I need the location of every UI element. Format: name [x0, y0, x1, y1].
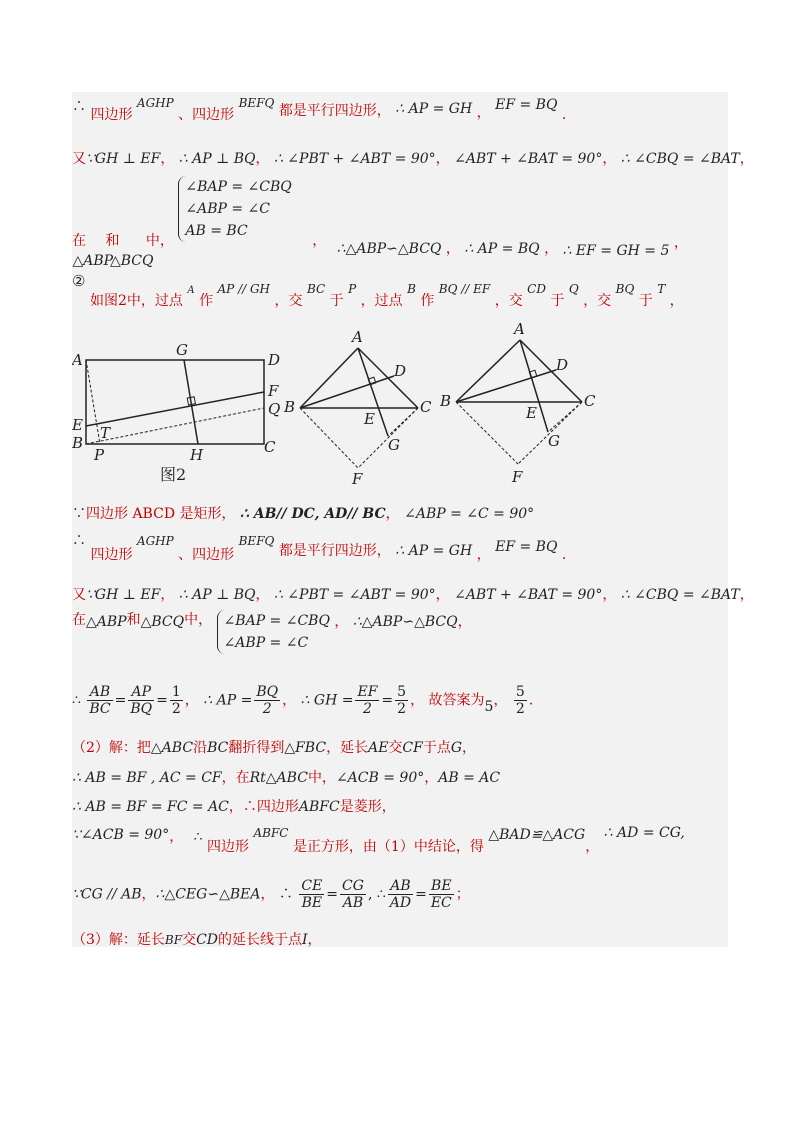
- fraction: [340, 878, 366, 911]
- text: 、四边形: [178, 547, 235, 563]
- punct: ；: [455, 886, 470, 903]
- punct: ，: [255, 151, 270, 167]
- line-2: [72, 148, 754, 168]
- segment-label: CD: [527, 282, 546, 296]
- text: 的延长线于点: [218, 932, 303, 948]
- point-label: Q: [568, 282, 579, 296]
- fraction: [388, 878, 413, 911]
- segment-label: CD: [196, 932, 219, 948]
- numerator: CE: [301, 878, 323, 894]
- triangle-label: △ABP: [86, 614, 127, 630]
- segment-label: BQ: [615, 282, 635, 296]
- punct: ，: [585, 839, 600, 855]
- triangle-label: Rt△ABC: [249, 770, 308, 786]
- punct: ，: [669, 293, 684, 309]
- text: 四边形: [207, 839, 250, 855]
- line-13: [72, 825, 685, 855]
- equation: ∵GH ⊥ EF: [86, 151, 161, 167]
- triangle-label: △BCQ: [140, 614, 185, 630]
- punct: ，: [160, 151, 175, 167]
- line-8: [72, 610, 472, 654]
- system-row: ∠BAP = ∠CBQ: [223, 613, 330, 629]
- quad-label: BEFQ: [238, 534, 275, 548]
- text: 于: [550, 293, 565, 309]
- quad-label: AGHP: [136, 534, 174, 548]
- punct: ，: [673, 235, 688, 251]
- line-12: [72, 796, 396, 816]
- text: , ∴: [367, 886, 386, 903]
- line-9: [72, 684, 533, 717]
- text: 、四边形: [178, 107, 235, 123]
- equation: EF = BQ: [495, 539, 558, 555]
- equation: ∴ ∠CBQ = ∠BAT: [620, 587, 740, 603]
- punct: ，: [602, 151, 617, 167]
- segment-cg: [388, 408, 418, 436]
- denominator: EC: [430, 895, 452, 911]
- punct: ，: [282, 692, 297, 709]
- fraction: [87, 684, 112, 717]
- text: 于点: [422, 740, 451, 756]
- text: 在: [72, 233, 86, 249]
- punct: ，: [739, 587, 754, 603]
- rectangle-figure: [72, 341, 280, 484]
- label-g: G: [176, 341, 188, 359]
- text: 中，: [307, 770, 336, 786]
- segment-ap: [86, 360, 100, 444]
- part-heading: （3）解：延长: [72, 932, 165, 948]
- label-a: A: [514, 320, 525, 338]
- equation: EF = BQ: [495, 97, 558, 113]
- segment-label: BC: [306, 282, 326, 296]
- punct: .: [528, 692, 534, 709]
- therefore-symbol: ∴: [193, 829, 203, 845]
- punct: ，: [445, 241, 460, 257]
- line-1: [72, 96, 567, 123]
- text: 中，: [145, 233, 174, 249]
- equation-system: [217, 610, 330, 654]
- text: 中，: [184, 612, 213, 628]
- equation: ∠ABT + ∠BAT = 90°: [454, 587, 603, 603]
- numerator: AB: [87, 684, 112, 701]
- equation: ∴ AD = CG,: [603, 825, 685, 841]
- equation: ∴ EF = GH = 5: [562, 243, 670, 259]
- text: 翻折得到: [228, 740, 285, 756]
- text: 作: [420, 293, 435, 309]
- label-e: E: [526, 404, 537, 422]
- therefore-symbol: ∴: [72, 692, 81, 709]
- text: 沿: [193, 740, 208, 756]
- segment-label: BF: [164, 933, 183, 947]
- text: ，过点: [360, 293, 403, 309]
- denominator: 2: [171, 701, 181, 717]
- punct: .: [561, 107, 567, 123]
- punct: ，: [141, 886, 156, 903]
- punct: ，: [312, 233, 327, 249]
- label-e: E: [364, 410, 375, 428]
- segment-bd: [456, 370, 556, 402]
- line-14: [72, 878, 470, 911]
- punct: ，: [457, 614, 472, 630]
- denominator: 2: [515, 701, 525, 717]
- label-b: B: [72, 434, 84, 452]
- text: 和: [126, 612, 141, 628]
- point-label: A: [187, 285, 195, 296]
- text: 是菱形，: [339, 799, 396, 815]
- equals-sign: =: [326, 886, 339, 903]
- punct: ，: [424, 770, 439, 786]
- similarity-statement: ∴△ABP∽△BCQ: [336, 241, 442, 257]
- text: 在: [72, 612, 86, 628]
- label-g: G: [548, 432, 560, 450]
- equation: ∴ AB = BF , AC = CF: [72, 770, 222, 786]
- label-b: B: [284, 398, 296, 416]
- punct: ，: [160, 587, 175, 603]
- label-d: D: [556, 356, 569, 374]
- equals-sign: =: [156, 692, 168, 709]
- text: 四边形 ABCD 是矩形，: [86, 506, 236, 522]
- because-symbol: ∵: [72, 506, 86, 522]
- line-3: [72, 176, 722, 269]
- punct: ，: [334, 614, 349, 630]
- text: 于: [329, 293, 344, 309]
- fraction: [395, 684, 408, 717]
- text: ，交: [274, 293, 303, 309]
- text: 是正方形，由（1）中结论，得: [292, 839, 484, 855]
- equals-sign: =: [381, 692, 394, 709]
- triangle-figure-1: [283, 328, 432, 488]
- denominator: BE: [301, 895, 323, 911]
- numerator: AP: [128, 684, 154, 701]
- right-angle-mark: [368, 377, 376, 385]
- numerator: 5: [515, 684, 525, 700]
- segment-bq: [86, 408, 264, 444]
- fraction: [429, 878, 454, 911]
- numerator: AB: [388, 878, 413, 895]
- text: 都是平行四边形，: [278, 103, 391, 119]
- equation: ∴ ∠PBT = ∠ABT = 90°: [273, 587, 436, 603]
- label-c: C: [420, 398, 432, 416]
- equation: ∴ AP =: [203, 692, 253, 709]
- numerator: 1: [171, 684, 181, 700]
- label-h: H: [190, 446, 204, 464]
- punct: ，: [410, 692, 425, 709]
- numerator: BE: [429, 878, 454, 895]
- punct: ，: [435, 151, 450, 167]
- triangle-label: △ABP: [72, 253, 114, 269]
- punct: ，: [385, 506, 400, 522]
- equation: ∵CG // AB: [72, 886, 142, 903]
- part-heading: （2）解：把: [72, 740, 151, 756]
- equation: ∴ AB// DC, AD// BC: [239, 506, 386, 522]
- line-5: [72, 503, 534, 523]
- similarity-statement: ∴△ABP∽△BCQ: [352, 614, 458, 630]
- label-f: F: [268, 382, 279, 400]
- triangle-figure-2: [439, 320, 596, 486]
- right-angle-mark: [529, 370, 537, 378]
- punct: .: [561, 547, 567, 563]
- therefore-symbol: ∴: [278, 886, 293, 903]
- equation: ∴ ∠CBQ = ∠BAT: [620, 151, 740, 167]
- congruence-statement: △BAD≌△ACG: [488, 827, 586, 843]
- geometry-figure: [72, 320, 632, 495]
- punct: ，: [476, 105, 491, 121]
- equation: ∠ABP = ∠C = 90°: [404, 506, 535, 522]
- label-c: C: [264, 438, 276, 456]
- punct: ，: [184, 692, 199, 709]
- text: 四边形: [90, 547, 133, 563]
- denominator: 2: [262, 701, 272, 717]
- segment-cg: [548, 402, 582, 432]
- triangle-label: △FBC: [284, 740, 327, 756]
- system-row: ∠ABP = ∠C: [223, 635, 309, 651]
- equation: ∴ AP = GH: [395, 101, 473, 117]
- text: 交: [182, 932, 197, 948]
- punct: ，: [260, 886, 275, 903]
- equation: ∴ GH =: [300, 692, 354, 709]
- system-row: ∠ABP = ∠C: [185, 201, 270, 217]
- equation: ∴ ∠PBT + ∠ABT = 90°: [273, 151, 436, 167]
- text: ，在: [221, 770, 250, 786]
- system-row: ∠BAP = ∠CBQ: [185, 179, 292, 195]
- text: ，交: [494, 293, 523, 309]
- line-15: [72, 929, 322, 949]
- system-row: AB = BC: [185, 223, 248, 239]
- label-d: D: [394, 362, 407, 380]
- punct: ，: [739, 151, 754, 167]
- segment-ab: [300, 348, 358, 408]
- denominator: 2: [362, 701, 372, 717]
- text: 和: [105, 233, 120, 249]
- label-g: G: [388, 436, 400, 454]
- text: 四边形: [256, 799, 299, 815]
- equation: ∠ACB = 90°: [335, 770, 425, 786]
- equation: AP // GH: [217, 282, 271, 296]
- fraction: [170, 684, 183, 717]
- answer-text: 故答案为: [428, 692, 485, 709]
- triangle-label: △BCQ: [109, 253, 154, 269]
- punct: ，: [602, 587, 617, 603]
- punct: ，: [307, 932, 322, 948]
- numerator: 5: [397, 684, 407, 700]
- punct: ，: [462, 740, 477, 756]
- fraction: [128, 684, 154, 717]
- denominator: 2: [397, 701, 407, 717]
- label-b: B: [440, 392, 452, 410]
- equation: ∴ AB = BF = FC = AC: [72, 799, 229, 815]
- segment-bf: [300, 408, 358, 468]
- text: ，交: [583, 293, 612, 309]
- line-11: [72, 767, 500, 787]
- quad-label: ABFC: [253, 826, 289, 840]
- equals-sign: =: [415, 886, 427, 903]
- punct: ，: [435, 587, 450, 603]
- punct: ，: [544, 241, 559, 257]
- line-4b: [90, 282, 684, 309]
- fraction: [514, 684, 527, 717]
- point-label: T: [657, 282, 666, 296]
- fraction: [299, 878, 324, 911]
- line-7: [72, 584, 754, 604]
- segment-bd: [300, 376, 394, 408]
- equation: ∠ABT + ∠BAT = 90°: [454, 151, 603, 167]
- line-4: [72, 272, 85, 290]
- triangle-label: △ABC: [150, 740, 194, 756]
- numerator: BQ: [256, 684, 279, 700]
- denominator: AD: [389, 895, 412, 911]
- point-label: B: [407, 282, 416, 296]
- equation: ∵GH ⊥ EF: [86, 587, 161, 603]
- punct: ，: [493, 692, 508, 709]
- text: 于: [638, 293, 653, 309]
- equation: ∴ AP ⊥ BQ: [178, 587, 256, 603]
- label-a: A: [72, 351, 83, 369]
- label-p: P: [94, 446, 105, 464]
- equation: BQ // EF: [438, 282, 491, 296]
- point-label: I: [302, 932, 308, 948]
- segment-label: CF: [402, 740, 423, 756]
- segment-gh: [184, 360, 198, 444]
- equals-sign: =: [114, 692, 127, 709]
- label-f: F: [352, 470, 363, 488]
- denominator: AB: [342, 895, 364, 911]
- fraction: [254, 684, 280, 717]
- label-f: F: [512, 468, 523, 486]
- text: 又: [72, 151, 86, 167]
- figure-caption: 图2: [160, 465, 187, 484]
- quad-label: AGHP: [136, 96, 174, 110]
- label-a: A: [352, 328, 363, 346]
- text: 如图2中，过点: [90, 293, 183, 309]
- therefore-symbol: ∴: [72, 533, 86, 549]
- line-10: [72, 737, 476, 757]
- segment-label: BC: [207, 740, 229, 756]
- text: 作: [199, 293, 214, 309]
- text: 交: [388, 740, 403, 756]
- label-q: Q: [268, 400, 281, 418]
- equation: ∵∠ACB = 90°: [72, 827, 170, 843]
- item-marker: ②: [72, 272, 86, 290]
- segment-bf: [456, 402, 518, 464]
- segment-ab: [456, 340, 520, 402]
- therefore-symbol: ∴: [72, 99, 86, 115]
- quad-label: ABFC: [298, 799, 340, 815]
- quad-label: BEFQ: [238, 96, 275, 110]
- line-6: [72, 530, 567, 563]
- equation: ∴ AP = BQ: [464, 241, 540, 257]
- text: 又: [72, 587, 86, 603]
- point-label: P: [348, 282, 357, 296]
- point-label: G: [450, 740, 463, 756]
- segment-label: AE: [368, 740, 389, 756]
- label-d: D: [268, 351, 281, 369]
- denominator: BQ: [130, 701, 153, 717]
- label-c: C: [584, 392, 596, 410]
- text: ，∴: [228, 799, 257, 815]
- answer-value: 5: [484, 698, 494, 715]
- label-e: E: [72, 416, 83, 434]
- equation: AB = AC: [438, 770, 501, 786]
- punct: ，: [476, 547, 491, 563]
- denominator: BC: [89, 701, 111, 717]
- text: 都是平行四边形，: [278, 543, 391, 559]
- segment-ef: [86, 392, 264, 426]
- text: ，延长: [326, 740, 369, 756]
- numerator: CG: [342, 878, 364, 894]
- punct: ，: [255, 587, 270, 603]
- rectangle-abcd: [86, 360, 264, 444]
- fraction: [355, 684, 379, 717]
- equation-system: [178, 176, 291, 242]
- similarity-statement: ∴△CEG∽△BEA: [155, 886, 261, 903]
- label-t: T: [100, 424, 111, 442]
- equation: ∴ AP = GH: [395, 543, 473, 559]
- punct: ，: [169, 829, 184, 845]
- equation: ∴ AP ⊥ BQ: [178, 151, 256, 167]
- text: 四边形: [90, 107, 133, 123]
- numerator: EF: [357, 684, 378, 700]
